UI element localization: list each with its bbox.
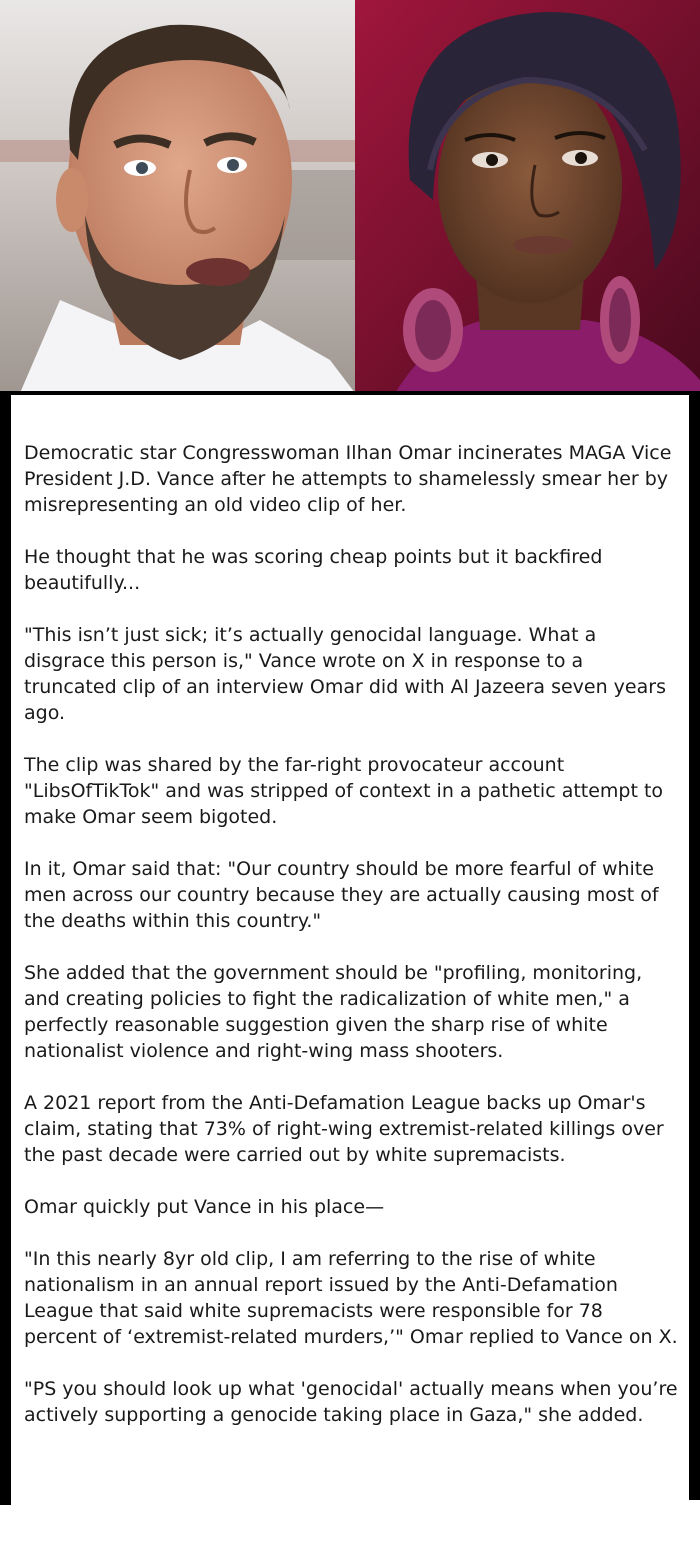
header-photo-collage bbox=[0, 0, 700, 393]
article-paragraph: In it, Omar said that: "Our country should be more fearful of white men across our country because they are actually causing most of the deaths within this country." bbox=[24, 858, 659, 932]
article-paragraph: "In this nearly 8yr old clip, I am referring to the rise of white nationalism in an annual report issued by the Anti-Defamation League that said white supremacists were responsible for 78 percent of ‘extremist-related murders,’" Omar replied to Vance on X. bbox=[24, 1248, 678, 1348]
article-paragraph: She added that the government should be "profiling, monitoring, and creating policies to fight the radicalization of white men," a perfectly reasonable suggestion given the sharp rise of white nationalist violence and right-wing mass shooters. bbox=[24, 962, 643, 1062]
article-paragraph: "This isn’t just sick; it’s actually genocidal language. What a disgrace this person is," Vance wrote on X in response to a truncated clip of an interview Omar did with Al Jazeera seven years ago. bbox=[24, 624, 666, 724]
article-paragraph: The clip was shared by the far-right provocateur account "LibsOfTikTok" and was stripped of context in a pathetic attempt to make Omar seem bigoted. bbox=[24, 754, 664, 828]
photo-ilhan-omar bbox=[355, 0, 700, 393]
article-paragraph: Omar quickly put Vance in his place— bbox=[24, 1196, 385, 1218]
frame-top-border bbox=[0, 391, 700, 395]
article-paragraph: A 2021 report from the Anti-Defamation League backs up Omar's claim, stating that 73% of right-wing extremist-related killings over the past decade were carried out by white supremacists. bbox=[24, 1092, 664, 1166]
article-paragraph: He thought that he was scoring cheap points but it backfired beautifully... bbox=[24, 546, 603, 594]
photo-jd-vance bbox=[0, 0, 355, 393]
frame-right-border bbox=[689, 393, 700, 1500]
article-paragraph: Democratic star Congresswoman Ilhan Omar incinerates MAGA Vice President J.D. Vance after he attempts to shamelessly smear her by misrepresenting an old video clip of her. bbox=[24, 442, 672, 516]
article-body bbox=[24, 440, 679, 1454]
article-paragraph: "PS you should look up what 'genocidal' actually means when you’re actively supporting a genocide taking place in Gaza," she added. bbox=[24, 1378, 678, 1426]
frame-left-border bbox=[0, 393, 11, 1505]
